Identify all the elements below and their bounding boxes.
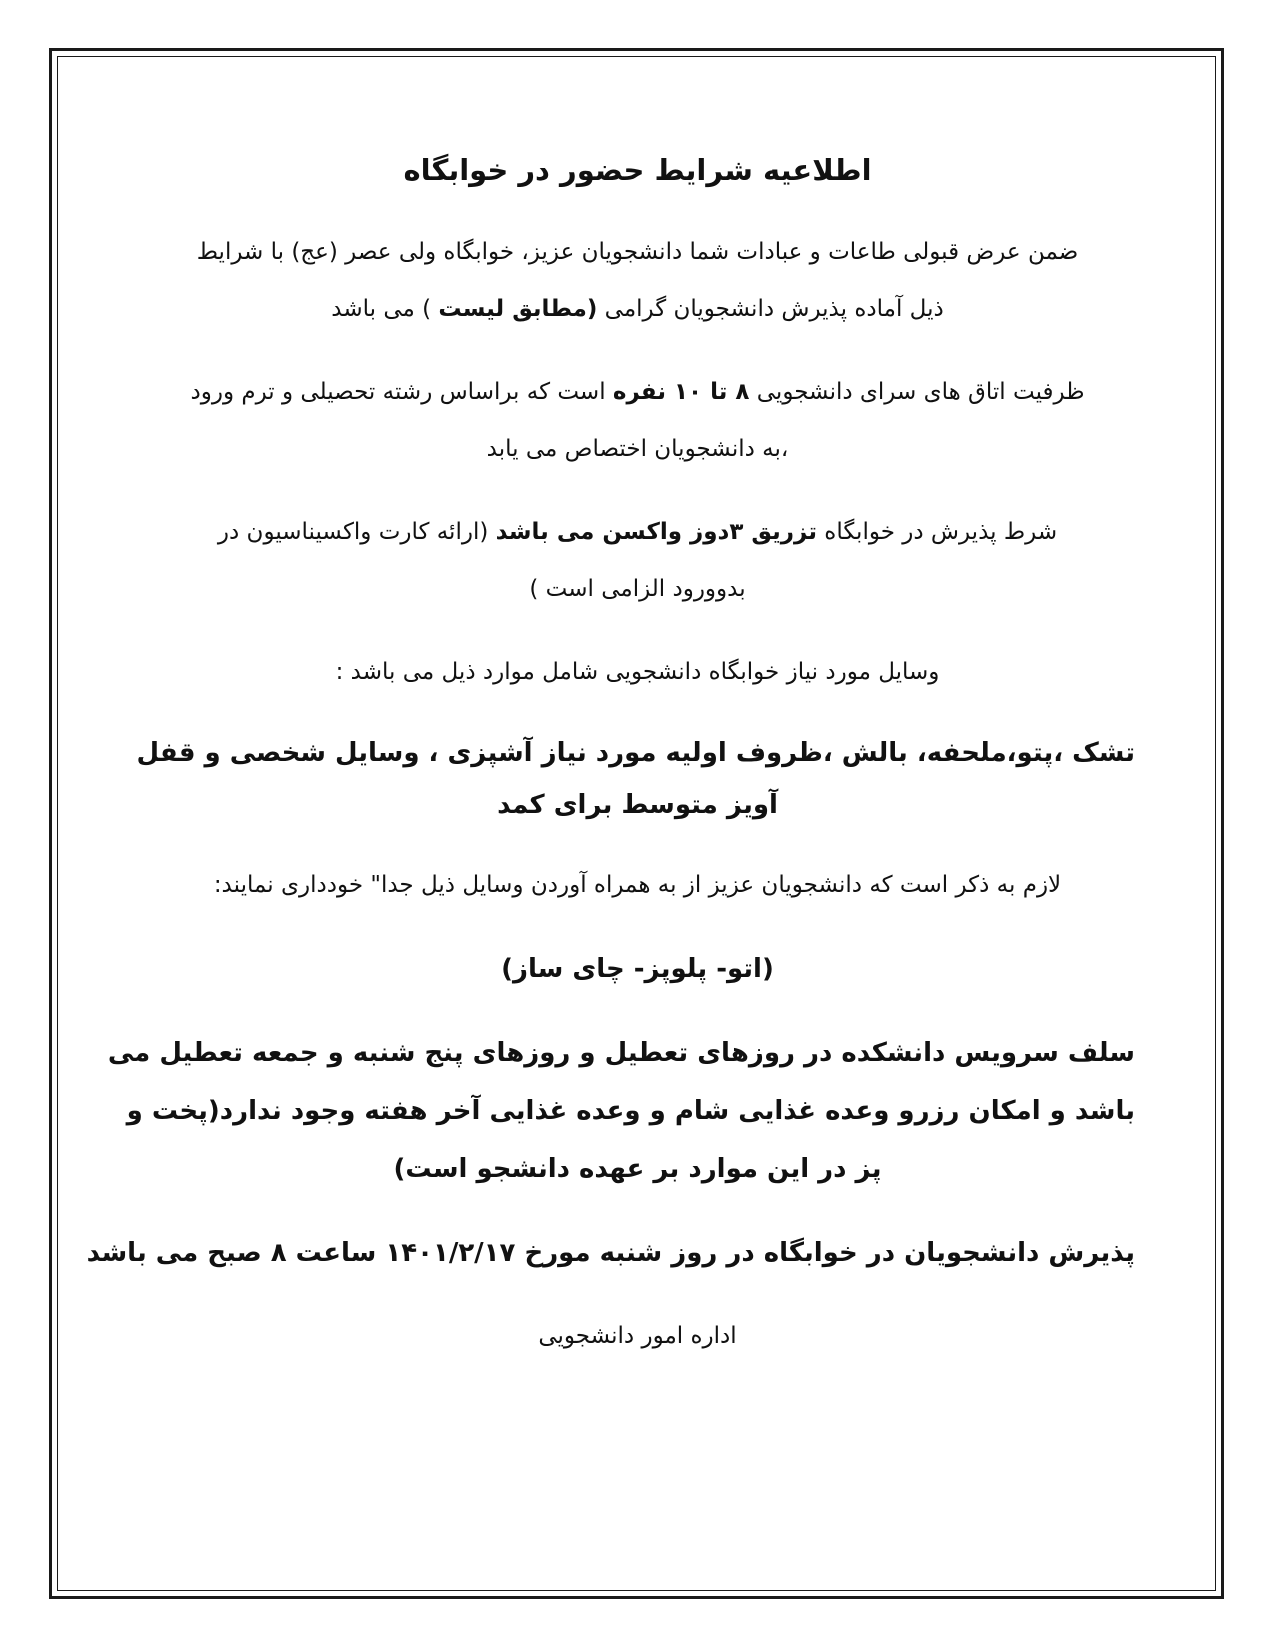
paragraph-cafeteria (107, 1024, 1135, 1198)
paragraph-forbidden-items (140, 940, 1135, 998)
vaccination-line-1-start: شرط پذیرش در خوابگاه (816, 519, 1058, 545)
items-list-line-1: تشک ،پتو،ملحفه، بالش ،ظروف اولیه مورد نیاز آشپزی ، وسایل شخصی و قفل (136, 738, 1135, 768)
signature-office: اداره امور دانشجویی (538, 1323, 737, 1349)
paragraph-items-list (136, 727, 1135, 831)
cafeteria-line-3: پز در این موارد بر عهده دانشجو است) (393, 1154, 882, 1184)
vaccination-line-1 (140, 504, 1135, 561)
capacity-line-2: ،به دانشجویان اختصاص می یابد (486, 436, 789, 462)
vaccination-line-1-end: (ارائه کارت واکسیناسیون در (217, 519, 496, 545)
items-list-line-2: آویز متوسط برای کمد (497, 790, 778, 820)
notice-title: اطلاعیه شرایط حضور در خوابگاه (403, 153, 872, 187)
vaccination-line-2: بدوورود الزامی است ) (529, 576, 746, 602)
welcome-line-2-start: ذیل آماده پذیرش دانشجویان گرامی (597, 296, 944, 322)
items-intro-line: وسایل مورد نیاز خوابگاه دانشجویی شامل موارد ذیل می باشد : (335, 659, 940, 685)
forbidden-intro-line: لازم به ذکر است که دانشجویان عزیز از به همراه آوردن وسایل ذیل جدا" خودداری نمایند: (213, 872, 1062, 898)
paragraph-capacity (140, 364, 1135, 478)
welcome-line-2 (140, 281, 1135, 338)
cafeteria-line-1: سلف سرویس دانشکده در روزهای تعطیل و روزهای پنج شنبه و جمعه تعطیل می (107, 1038, 1135, 1068)
capacity-line-1-start: ظرفیت اتاق های سرای دانشجویی (749, 379, 1085, 405)
paragraph-items-intro (140, 644, 1135, 701)
cafeteria-line-2: باشد و امکان رزرو وعده غذایی شام و وعده غذایی آخر هفته وجود ندارد(پخت و (126, 1096, 1135, 1126)
room-capacity: ۸ تا ۱۰ نفره (612, 379, 750, 405)
according-to-list: (مطابق لیست (438, 296, 598, 322)
welcome-line-1: ضمن عرض قبولی طاعات و عبادات شما دانشجویان عزیز، خوابگاه ولی عصر (عج) با شرایط (196, 239, 1079, 265)
forbidden-items-line: (اتو- پلوپز- چای ساز) (501, 954, 774, 984)
paragraph-welcome (140, 224, 1135, 338)
admission-date-line: پذیرش دانشجویان در خوابگاه در روز شنبه مورخ ۱۴۰۱/۲/۱۷ ساعت ۸ صبح می باشد (86, 1238, 1135, 1268)
welcome-line-2-end: ) می باشد (331, 296, 439, 322)
paragraph-forbidden-intro (140, 857, 1135, 914)
signature-block (140, 1308, 1135, 1365)
capacity-line-1-end: است که براساس رشته تحصیلی و ترم ورود (190, 379, 613, 405)
paragraph-vaccination (140, 504, 1135, 618)
vaccination-requirement: تزریق ۳دوز واکسن می باشد (495, 519, 817, 545)
capacity-line-1 (140, 364, 1135, 421)
notice-body (86, 150, 1135, 1391)
paragraph-admission-date (86, 1224, 1135, 1282)
